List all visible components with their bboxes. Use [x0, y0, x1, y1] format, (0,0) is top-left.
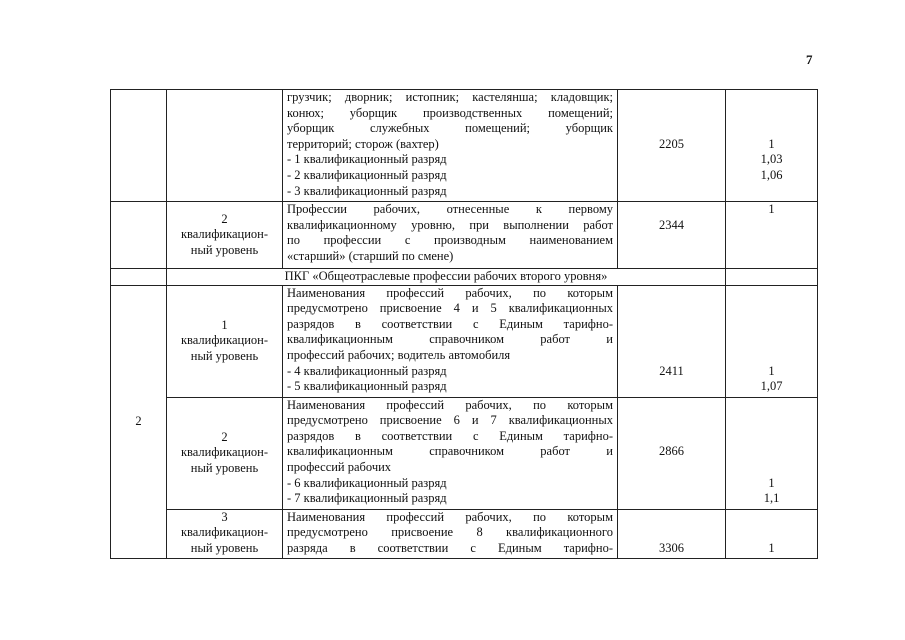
row-number-cell: [111, 269, 167, 286]
coefficient-value: 1,07: [760, 379, 783, 394]
description-line: конюх; уборщик производственных помещений;: [287, 105, 613, 120]
description-line: квалификационным справочником работ и: [287, 444, 613, 459]
description-line: профессий рабочих; водитель автомобиля: [287, 347, 511, 362]
coefficient-value: 1: [768, 136, 775, 151]
level-label: ный уровень: [190, 242, 259, 257]
description-line: квалификационному уровню, при выполнении работ: [287, 217, 613, 232]
description-line: «старший» (старший по смене): [287, 248, 454, 263]
level-cell: [167, 509, 283, 558]
description-line: предусмотрено присвоение 8 квалификационного: [287, 525, 613, 540]
table-row: [111, 397, 818, 509]
row-number-cell: [111, 202, 167, 269]
level-cell: [167, 285, 283, 397]
salary-value: 2866: [659, 444, 684, 459]
description-line: профессий рабочих: [287, 459, 392, 474]
level-number: 3: [221, 509, 228, 524]
table-row: [111, 285, 818, 397]
description-cell: [283, 509, 618, 558]
salary-value: 2411: [659, 363, 684, 378]
coefficient-value: 1: [768, 202, 775, 216]
description-line: по профессии с производным наименованием: [287, 233, 613, 248]
description-line: - 7 квалификационный разряд: [287, 491, 447, 506]
description-line: предусмотрено присвоение 4 и 5 квалификационных: [287, 301, 613, 316]
page-number: 7: [806, 52, 813, 67]
qualification-table: [110, 89, 818, 559]
description-line: территорий; сторож (вахтер): [287, 136, 439, 151]
salary-cell: [618, 90, 726, 202]
description-cell: [283, 90, 618, 202]
description-line: Наименования профессий рабочих, по которым: [287, 397, 613, 412]
description-line: уборщик служебных помещений; уборщик: [287, 121, 613, 136]
coefficient-value: 1: [768, 475, 775, 490]
description-line: Наименования профессий рабочих, по которым: [287, 509, 613, 524]
description-line: разряда в соответствии с Единым тарифно-: [287, 540, 613, 555]
level-label: квалификацион-: [180, 333, 269, 348]
description-line: - 6 квалификационный разряд: [287, 475, 447, 490]
coefficient-cell: [726, 202, 818, 269]
level-label: квалификацион-: [180, 525, 269, 540]
level-number: 1: [221, 317, 228, 332]
description-line: разрядов в соответствии с Единым тарифно-: [287, 316, 613, 331]
coefficient-value: 1: [768, 363, 775, 378]
description-cell: [283, 202, 618, 269]
coefficient-cell: [726, 90, 818, 202]
coefficient-cell: [726, 269, 818, 286]
salary-value: 3306: [659, 540, 684, 555]
salary-cell: [618, 285, 726, 397]
description-cell: [283, 285, 618, 397]
description-line: - 3 квалификационный разряд: [287, 183, 447, 198]
group-title: ПКГ «Общеотраслевые профессии рабочих второго уровня»: [167, 269, 726, 286]
description-line: разрядов в соответствии с Единым тарифно-: [287, 428, 613, 443]
group-header-row: [111, 269, 818, 286]
salary-cell: [618, 509, 726, 558]
description-line: Профессии рабочих, отнесенные к первому: [287, 202, 613, 216]
level-label: ный уровень: [190, 460, 259, 475]
salary-cell: [618, 202, 726, 269]
description-line: - 5 квалификационный разряд: [287, 379, 447, 394]
level-number: 2: [221, 211, 228, 226]
salary-value: 2344: [659, 217, 684, 232]
description-line: предусмотрено присвоение 6 и 7 квалификационных: [287, 413, 613, 428]
level-label: квалификацион-: [180, 227, 269, 242]
description-line: - 4 квалификационный разряд: [287, 363, 447, 378]
description-line: - 1 квалификационный разряд: [287, 152, 447, 167]
description-line: грузчик; дворник; истопник; кастелянша; кладовщик;: [287, 90, 613, 104]
level-cell: [167, 202, 283, 269]
salary-cell: [618, 397, 726, 509]
level-number: 2: [221, 429, 228, 444]
level-label: ный уровень: [190, 540, 259, 555]
coefficient-value: 1,1: [763, 491, 780, 506]
group-number: 2: [111, 285, 167, 558]
table-row: [111, 509, 818, 558]
coefficient-value: 1,03: [760, 152, 783, 167]
level-cell: [167, 397, 283, 509]
level-cell: [167, 90, 283, 202]
coefficient-value: 1: [768, 540, 775, 555]
coefficient-cell: [726, 285, 818, 397]
coefficient-value: 1,06: [760, 167, 783, 182]
description-cell: [283, 397, 618, 509]
coefficient-cell: [726, 397, 818, 509]
level-label: ный уровень: [190, 348, 259, 363]
salary-value: 2205: [659, 136, 684, 151]
coefficient-cell: [726, 509, 818, 558]
table-row: [111, 90, 818, 202]
level-label: квалификацион-: [180, 445, 269, 460]
description-line: Наименования профессий рабочих, по которым: [287, 285, 613, 300]
row-number-cell: [111, 90, 167, 202]
description-line: - 2 квалификационный разряд: [287, 167, 447, 182]
description-line: квалификационным справочником работ и: [287, 332, 613, 347]
table-row: [111, 202, 818, 269]
